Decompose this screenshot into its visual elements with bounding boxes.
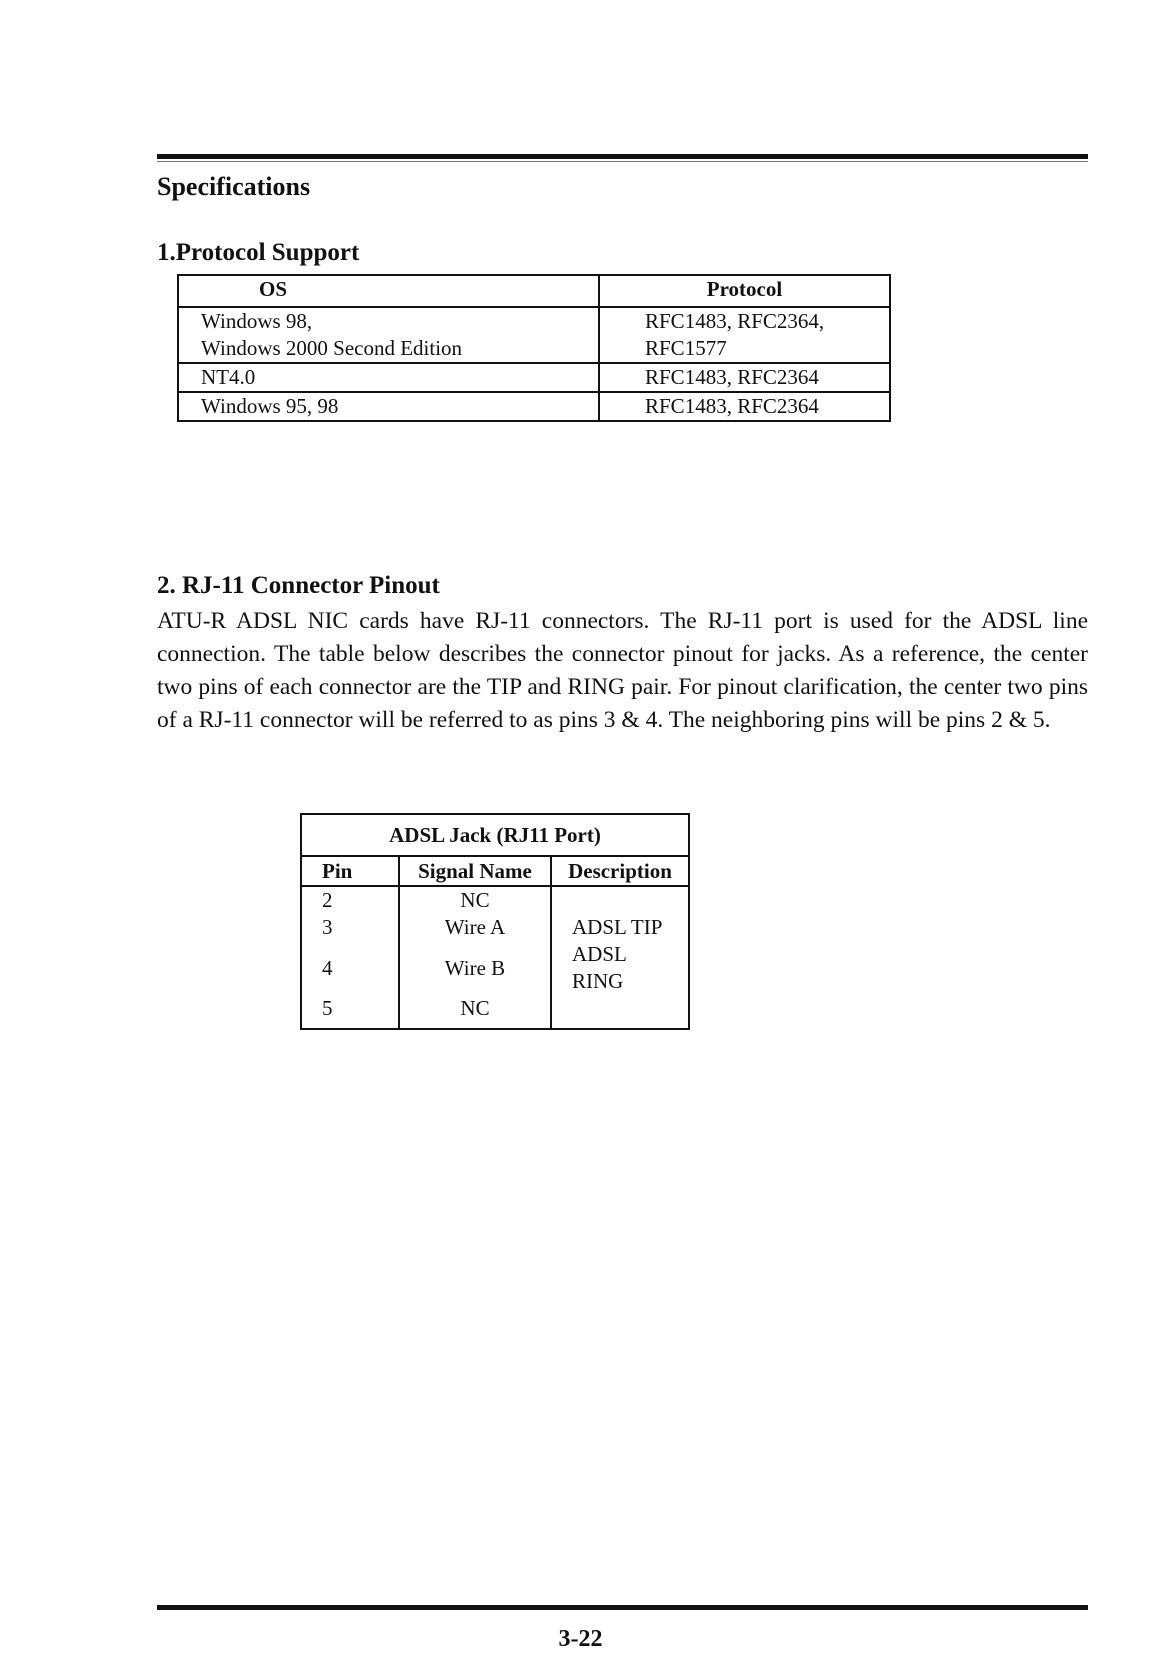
table-title-row	[301, 814, 689, 856]
pin-cell: 4	[301, 941, 399, 995]
column-header-os: OS	[178, 275, 599, 307]
pinout-heading: 2. RJ-11 Connector Pinout	[157, 572, 440, 599]
table-header-row	[301, 856, 689, 886]
pinout-paragraph: ATU-R ADSL NIC cards have RJ-11 connectors. The RJ-11 port is used for the ADSL line connection. The table below describes the connector pinout for jacks. As a reference, the center two pins of each connector are the TIP and RING pair. For pinout clarification, the center two pins of a RJ-11 connector will be referred to as pins 3 & 4. The neighboring pins will be pins 2 & 5.	[157, 608, 1088, 733]
column-header-pin: Pin	[301, 856, 399, 886]
protocol-cell: RFC1483, RFC2364	[599, 363, 890, 392]
protocol-support-table	[177, 274, 891, 422]
table-row	[178, 363, 890, 392]
os-cell	[178, 307, 599, 363]
os-line: Windows 2000 Second Edition	[201, 336, 463, 360]
pin-cell: 3	[301, 914, 399, 941]
protocol-cell: RFC1483, RFC2364, RFC1577	[599, 307, 890, 363]
table-row	[301, 995, 689, 1029]
os-cell	[178, 363, 599, 392]
table-row	[178, 392, 890, 421]
column-header-protocol: Protocol	[599, 275, 890, 307]
top-rule	[157, 154, 1088, 159]
page-number: 3-22	[558, 1626, 603, 1652]
table-row	[301, 886, 689, 914]
description-cell: ADSL RING	[551, 941, 689, 995]
signal-cell: NC	[399, 886, 551, 914]
table-row	[301, 941, 689, 995]
description-cell	[551, 886, 689, 914]
description-cell: ADSL TIP	[551, 914, 689, 941]
top-rule-thin	[157, 161, 1088, 162]
signal-cell: Wire A	[399, 914, 551, 941]
os-line: Windows 95, 98	[201, 394, 339, 418]
column-header-signal-name: Signal Name	[399, 856, 551, 886]
adsl-jack-table	[300, 813, 690, 1030]
protocol-cell: RFC1483, RFC2364	[599, 392, 890, 421]
bottom-rule	[157, 1605, 1088, 1610]
table-row	[301, 914, 689, 941]
os-line: Windows 98,	[201, 309, 313, 333]
pin-cell: 2	[301, 886, 399, 914]
section-title: Specifications	[157, 172, 311, 201]
description-cell	[551, 995, 689, 1029]
protocol-support-heading: 1.Protocol Support	[157, 239, 360, 266]
table-row	[178, 307, 890, 363]
table-header-row	[178, 275, 890, 307]
column-header-description: Description	[551, 856, 689, 886]
os-cell	[178, 392, 599, 421]
table-title: ADSL Jack (RJ11 Port)	[301, 814, 689, 856]
signal-cell: NC	[399, 995, 551, 1029]
os-line: NT4.0	[201, 365, 256, 389]
signal-cell: Wire B	[399, 941, 551, 995]
pin-cell: 5	[301, 995, 399, 1029]
